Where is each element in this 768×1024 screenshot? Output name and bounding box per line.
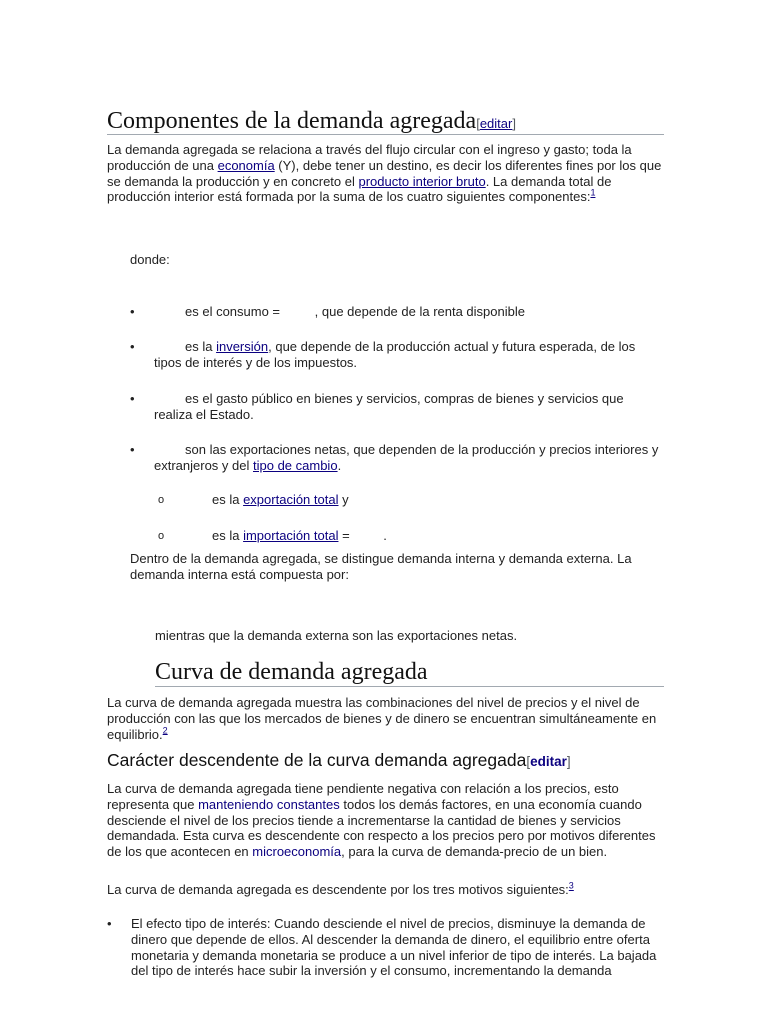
intro-paragraph: La demanda agregada se relaciona a través del flujo circular con el ingreso y gasto; toda la producción de una economía (Y), debe tener un destino, es decir los diferentes fines por los que se demanda la producción y en concreto el producto interior bruto. La demanda total de producción interior está formada por la suma de los cuatro siguientes componentes:$^1$ — [107, 142, 662, 205]
demanda-externa-paragraph: mientras que la demanda externa son las exportaciones netas. — [155, 628, 518, 643]
reference-2[interactable]: 2 — [162, 725, 168, 736]
donde-label: donde: — [130, 252, 170, 267]
sub-item-exportacion: es la exportación total y — [212, 492, 349, 507]
heading-text: Componentes de la demanda agregada — [107, 108, 477, 134]
link-inversion[interactable]: inversión — [216, 339, 269, 354]
heading-text: Carácter descendente de la curva demanda agregada — [107, 750, 527, 770]
bullet-glyph: • — [107, 916, 112, 931]
demanda-interna-paragraph: Dentro de la demanda agregada, se distingue demanda interna y demanda externa. La demanda interna está compuesta por: — [130, 551, 632, 582]
link-manteniendo-constantes[interactable]: manteniendo constantes — [198, 796, 340, 812]
list-item-exportaciones-netas: son las exportaciones netas, que dependen de la producción y precios interiores y extranjeros y del tipo de cambio. — [154, 442, 659, 473]
edit-section-link[interactable]: editar — [479, 116, 513, 131]
reference-3[interactable]: 3 — [568, 880, 574, 891]
sub-bullet-glyph: o — [158, 494, 165, 506]
link-tipo-de-cambio[interactable]: tipo de cambio — [253, 457, 338, 473]
curva-paragraph: La curva de demanda agregada muestra las combinaciones del nivel de precios y el nivel de producción con las que los mercados de bienes y de dinero se encuentran simultáneamente en equilibrio.$^2$ — [107, 695, 657, 742]
link-importacion-total[interactable]: importación total — [243, 528, 339, 543]
sub-bullet-glyph: o — [158, 530, 165, 542]
section-heading-curva — [155, 659, 664, 687]
sub-item-importacion: es la importación total = . — [212, 528, 387, 543]
list-item-gasto-publico: es el gasto público en bienes y servicios, compras de bienes y servicios que realiza el Estado. — [154, 391, 624, 422]
reference-1[interactable]: 1 — [590, 188, 596, 199]
bullet-glyph: • — [130, 304, 135, 319]
edit-section-link[interactable]: editar — [530, 754, 567, 769]
list-item-inversion: es la inversión, que depende de la producción actual y futura esperada, de los tipos de interés y de los impuestos. — [154, 339, 636, 370]
bullet-glyph: • — [130, 339, 135, 354]
caracter-paragraph-2: La curva de demanda agregada es descendente por los tres motivos siguientes:$^3$ — [107, 880, 574, 897]
edit-section-link-group: [editar] — [526, 754, 571, 769]
list-item-consumo: es el consumo = , que depende de la renta disponible — [185, 304, 525, 319]
section-heading-componentes — [107, 108, 664, 135]
link-exportacion-total[interactable]: exportación total — [243, 492, 339, 507]
link-economia[interactable]: economía — [217, 157, 275, 173]
heading-text: Curva de demanda agregada — [155, 659, 428, 685]
section-heading-caracter-descendente — [107, 750, 571, 771]
edit-section-link-group: [editar] — [476, 116, 516, 131]
caracter-paragraph-1: La curva de demanda agregada tiene pendiente negativa con relación a los precios, esto representa que manteniendo constantes todos los demás factores, en una economía cuando desciende el nivel de los precios tiende a incrementarse la cantidad de bienes y servicios demandada. Esta curva es descendente con respecto a los precios pero por motivos diferentes de los que acontecen en microeconomía, para la curva de demanda-precio de un bien. — [107, 781, 656, 860]
list-item-efecto-tipo-interes: El efecto tipo de interés: Cuando desciende el nivel de precios, disminuye la demanda de dinero que depende de ellos. Al descender la demanda de dinero, el equilibrio entre oferta monetaria y demanda monetaria se produce a un nivel inferior de tipo de interés. La bajada del tipo de interés hace subir la inversión y el consumo, incrementando la demanda — [131, 916, 657, 979]
bullet-glyph: • — [130, 442, 135, 457]
link-microeconomia[interactable]: microeconomía — [252, 844, 342, 860]
bullet-glyph: • — [130, 391, 135, 406]
link-producto-interior-bruto[interactable]: producto interior bruto — [358, 173, 486, 189]
